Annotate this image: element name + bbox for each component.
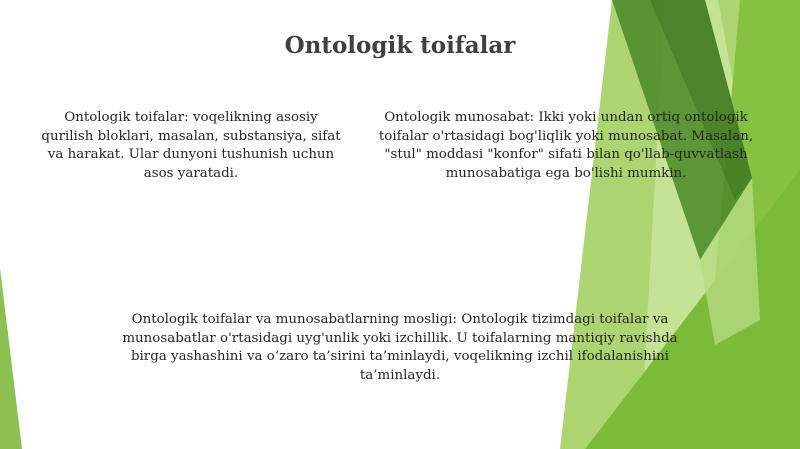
text-block-compatibility: Ontologik toifalar va munosabatlarning mosligi: Ontologik tizimdagi toifalar va munosabatlar o'rtasidagi uyg'unlik yoki izchillik. U toifalarning mantiqiy ravishda birga yashashini va o‘zaro ta’sirini ta’minlaydi, voqelikning izchil ifodalanishini ta’minlaydi. <box>122 312 678 383</box>
left-green-sliver <box>0 268 22 449</box>
text-block-ontological-relation: Ontologik munosabat: Ikki yoki undan ortiq ontologik toifalar o'rtasidagi bog'liqlik yoki munosabat. Masalan, "stul" moddasi "konfor" sifati bilan qo'llab-quvvatlash munosabatiga ega bo'lishi mumkin. <box>378 110 754 181</box>
slide-title: Ontologik toifalar <box>284 32 516 59</box>
text-block-ontological-categories: Ontologik toifalar: voqelikning asosiy qurilish bloklari, masalan, substansiya, sifat va harakat. Ular dunyoni tushunish uchun asos yaratadi. <box>41 110 341 181</box>
